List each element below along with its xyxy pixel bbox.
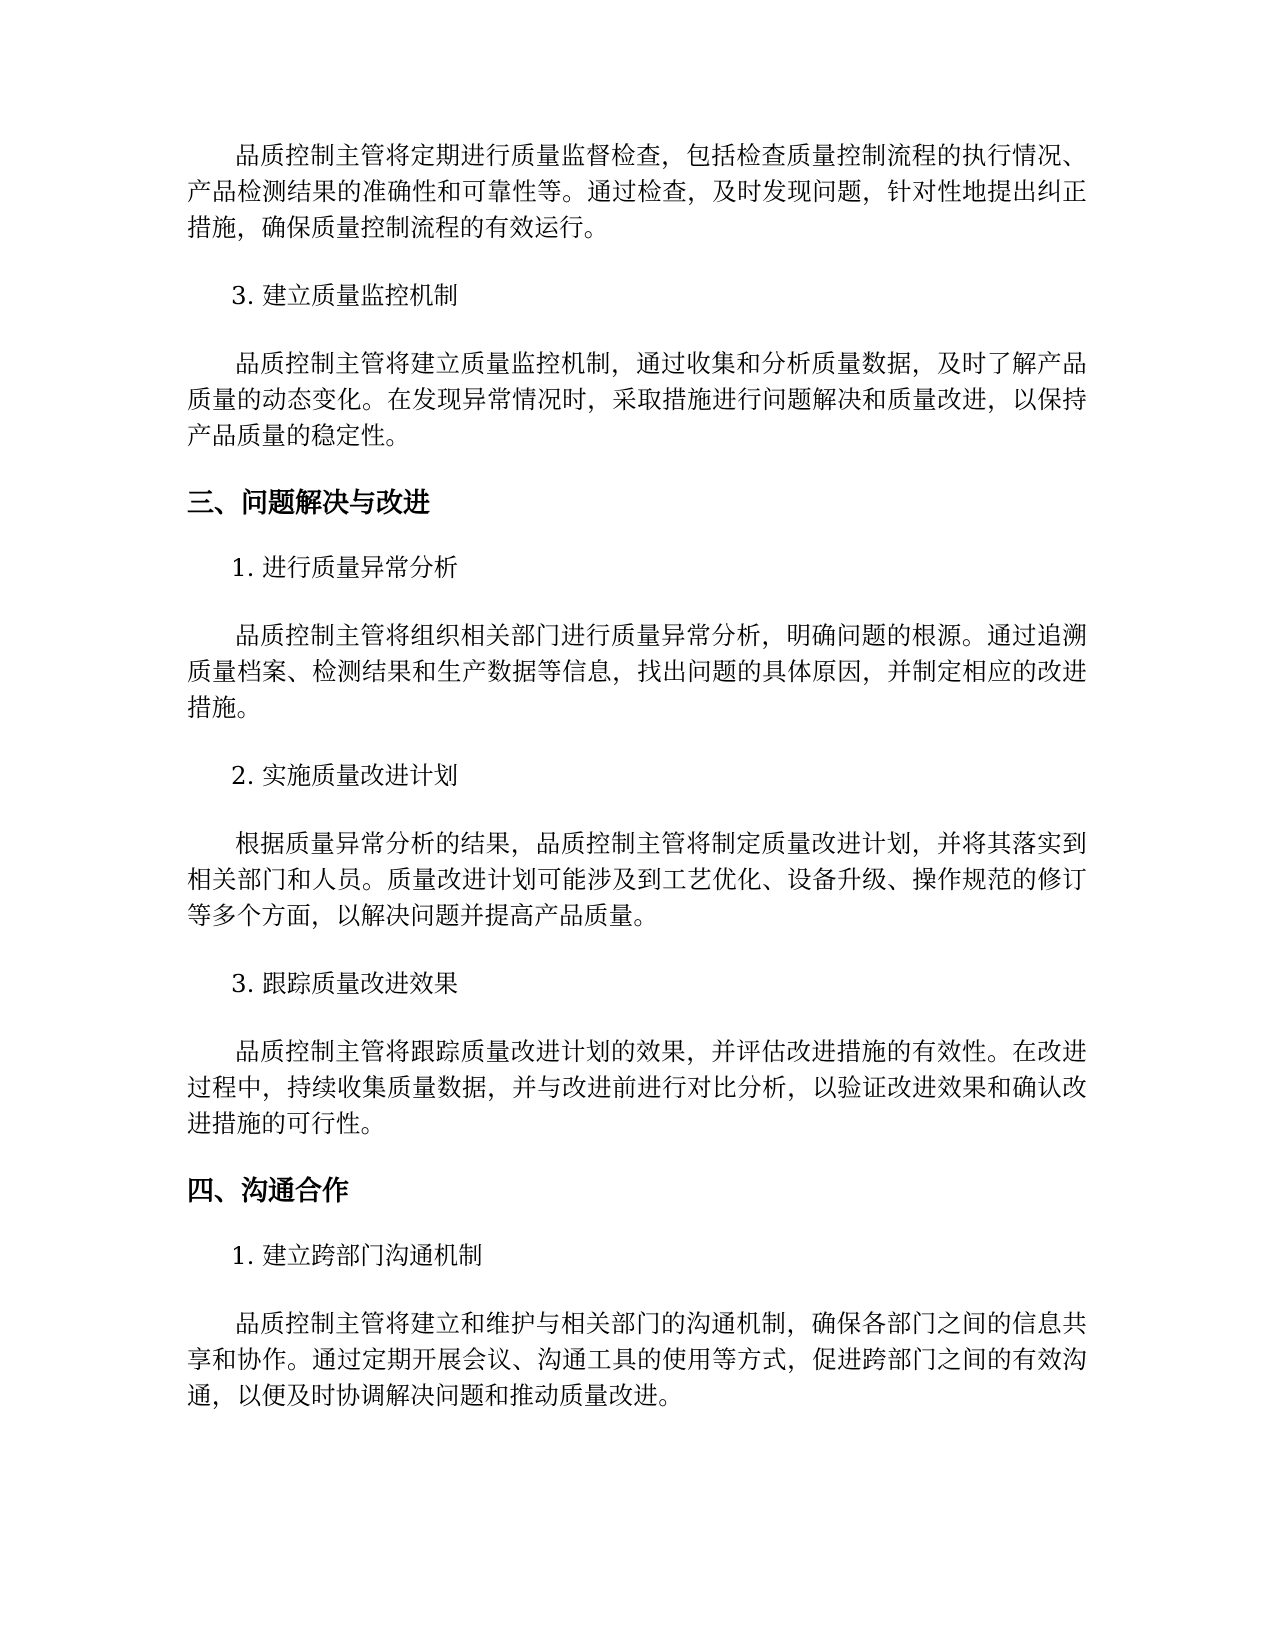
item-improvement-plan: 2. 实施质量改进计划 <box>231 761 459 790</box>
paragraph-anomaly-analysis: 品质控制主管将组织相关部门进行质量异常分析，明确问题的根源。通过追溯质量档案、检测结果和生产数据等信息，找出问题的具体原因，并制定相应的改进措施。 <box>187 621 1087 722</box>
item-anomaly-analysis: 1. 进行质量异常分析 <box>231 553 459 582</box>
item-cross-department: 1. 建立跨部门沟通机制 <box>231 1241 483 1270</box>
paragraph-quality-inspection: 品质控制主管将定期进行质量监督检查，包括检查质量控制流程的执行情况、产品检测结果的准确性和可靠性等。通过检查，及时发现问题，针对性地提出纠正措施，确保质量控制流程的有效运行。 <box>187 141 1087 242</box>
item-quality-monitoring: 3. 建立质量监控机制 <box>231 281 459 310</box>
document-page <box>187 138 1087 1446</box>
paragraph-cross-department: 品质控制主管将建立和维护与相关部门的沟通机制，确保各部门之间的信息共享和协作。通过定期开展会议、沟通工具的使用等方式，促进跨部门之间的有效沟通，以便及时协调解决问题和推动质量改进。 <box>187 1309 1087 1410</box>
paragraph-track-improvement: 品质控制主管将跟踪质量改进计划的效果，并评估改进措施的有效性。在改进过程中，持续收集质量数据，并与改进前进行对比分析，以验证改进效果和确认改进措施的可行性。 <box>187 1037 1087 1138</box>
paragraph-improvement-plan: 根据质量异常分析的结果，品质控制主管将制定质量改进计划，并将其落实到相关部门和人员。质量改进计划可能涉及到工艺优化、设备升级、操作规范的修订等多个方面，以解决问题并提高产品质量。 <box>187 829 1087 930</box>
item-track-improvement: 3. 跟踪质量改进效果 <box>231 969 459 998</box>
section-heading-communication: 四、沟通合作 <box>187 1176 349 1207</box>
paragraph-quality-monitoring: 品质控制主管将建立质量监控机制，通过收集和分析质量数据，及时了解产品质量的动态变化。在发现异常情况时，采取措施进行问题解决和质量改进，以保持产品质量的稳定性。 <box>187 349 1087 450</box>
section-heading-problem-solving: 三、问题解决与改进 <box>187 488 430 519</box>
